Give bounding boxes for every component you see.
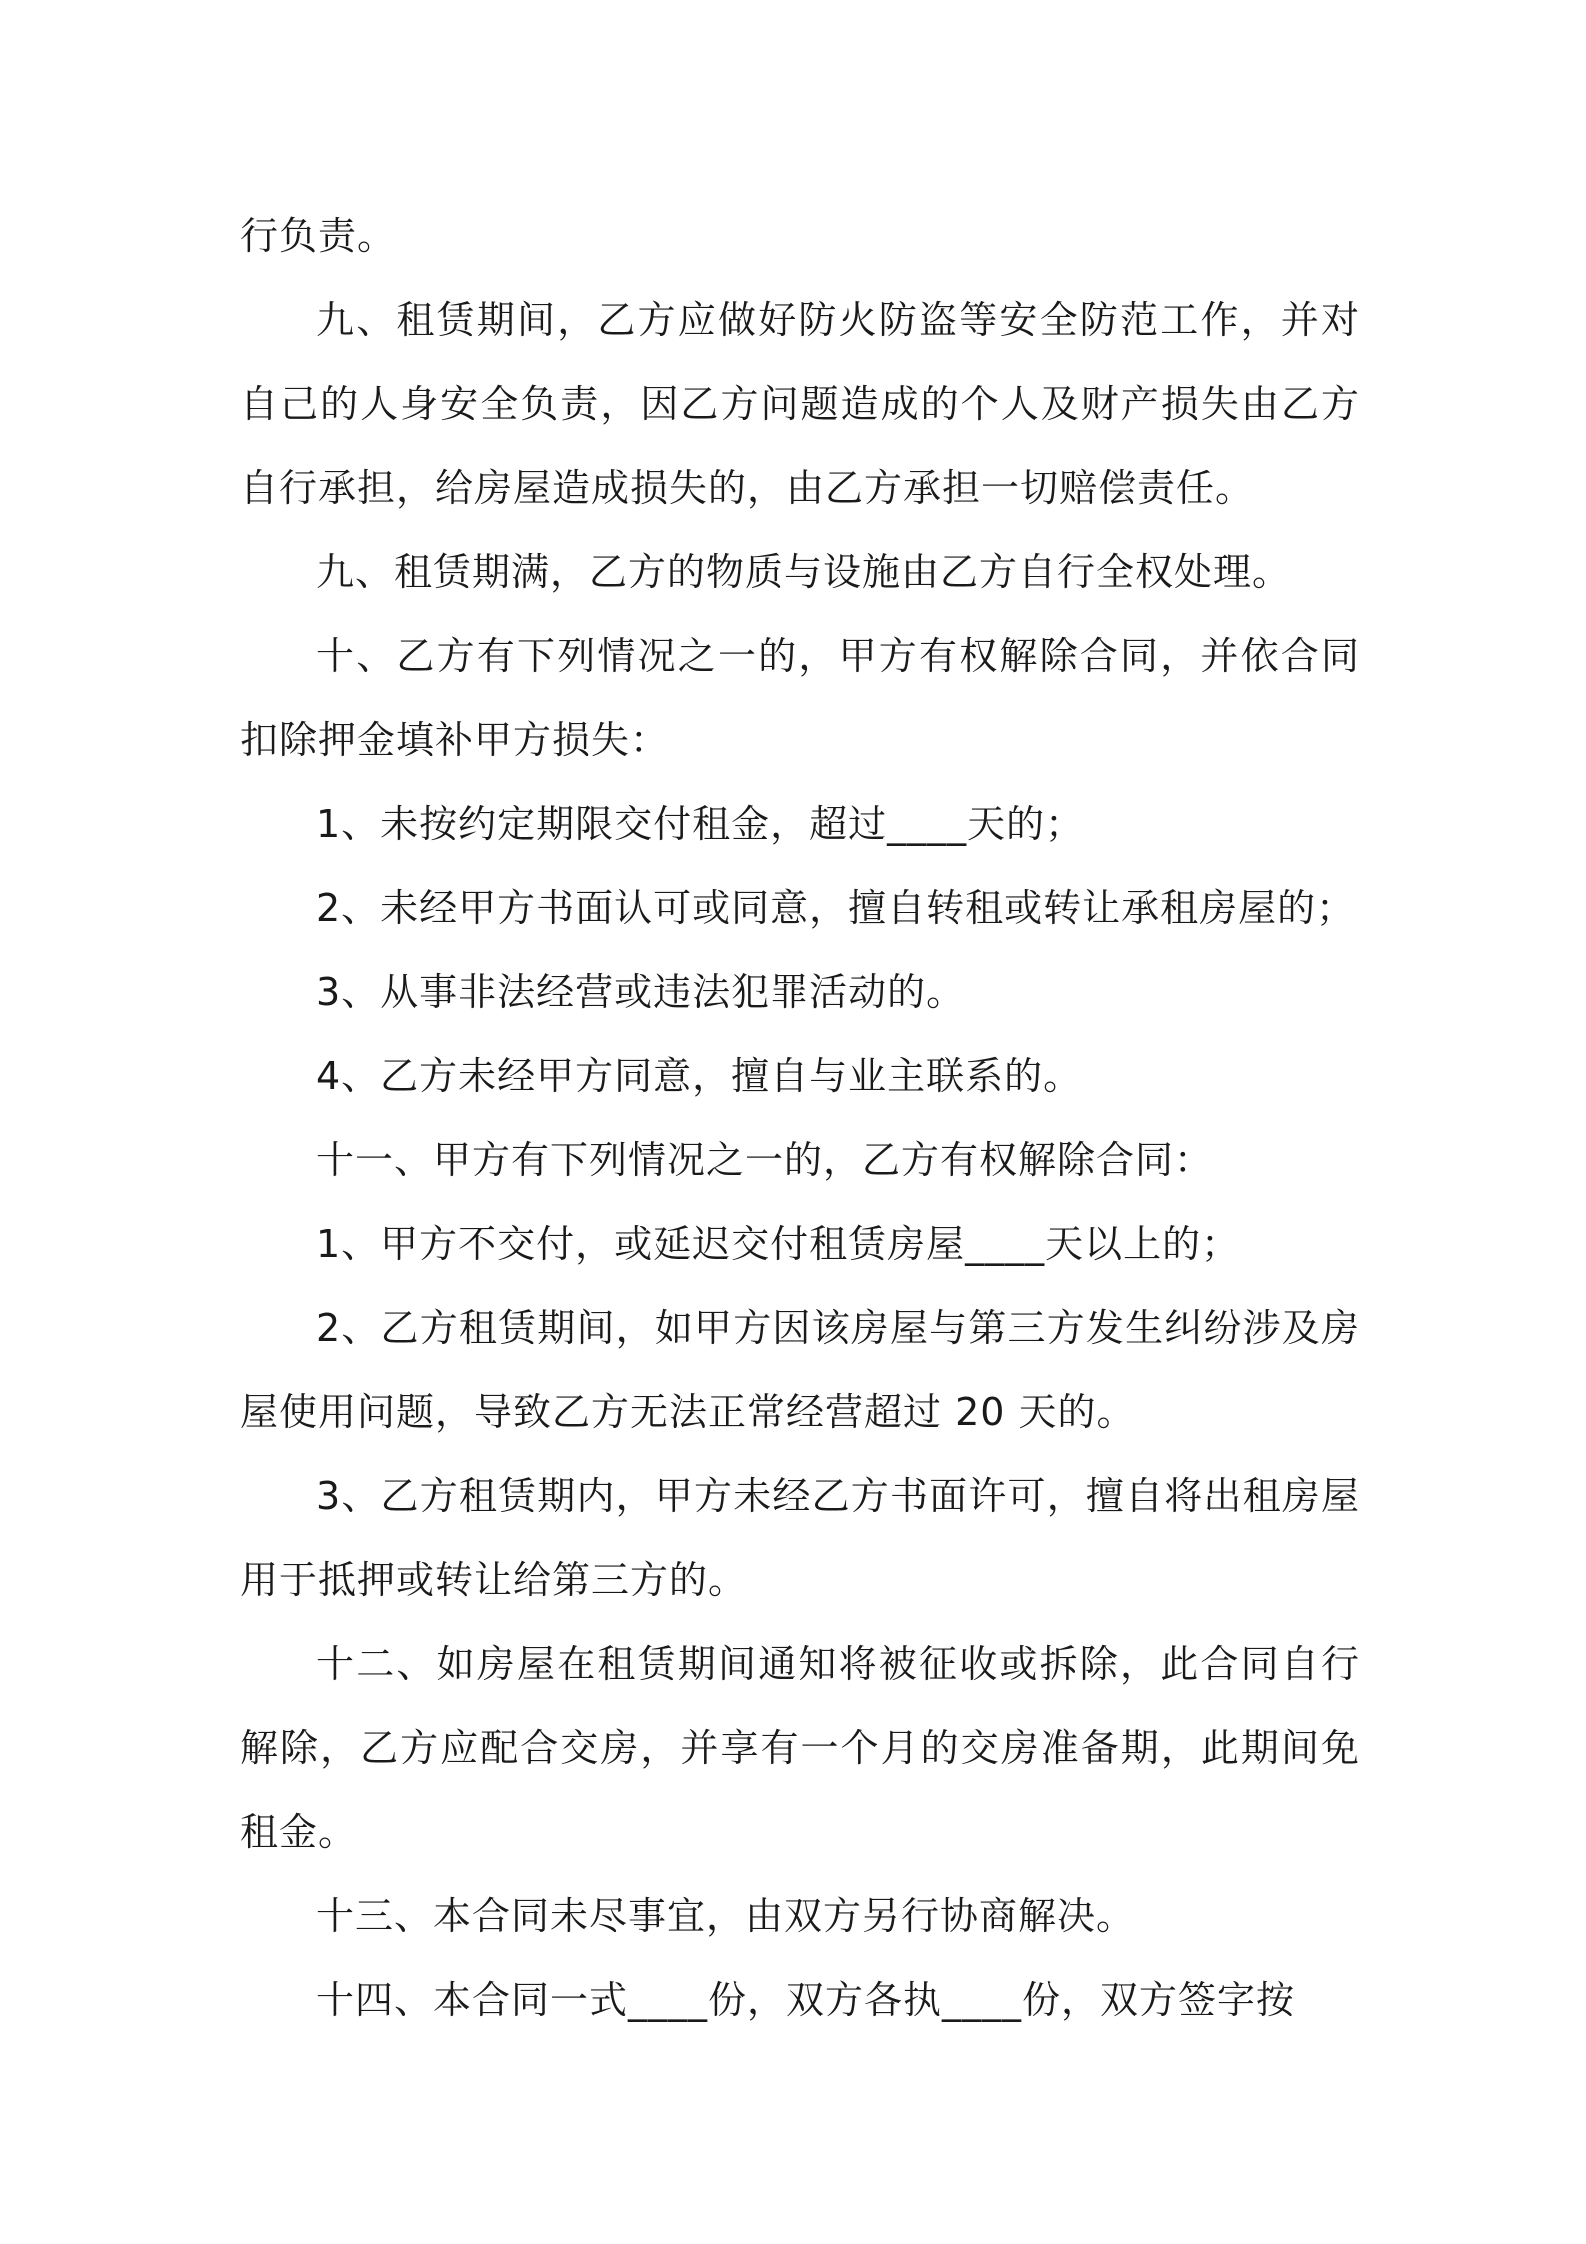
clause-10-item-2: 2、未经甲方书面认可或同意，擅自转租或转让承租房屋的；: [316, 886, 1356, 930]
clause-9-expiry: 九、租赁期满，乙方的物质与设施由乙方自行全权处理。: [316, 550, 1292, 594]
clause-14: 十四、本合同一式____份，双方各执____份，双方签字按: [316, 1978, 1296, 2022]
clause-9-safety: 九、租赁期间，乙方应做好防火防盗等安全防范工作，并对自己的人身安全负责，因乙方问题造成的个人及财产损失由乙方自行承担，给房屋造成损失的，由乙方承担一切赔偿责任。: [240, 298, 1360, 510]
clause-10-heading: 十、乙方有下列情况之一的，甲方有权解除合同，并依合同扣除押金填补甲方损失：: [240, 634, 1360, 762]
clause-10-item-3: 3、从事非法经营或违法犯罪活动的。: [316, 970, 966, 1014]
clause-13: 十三、本合同未尽事宜，由双方另行协商解决。: [316, 1894, 1136, 1938]
clause-12: 十二、如房屋在租赁期间通知将被征收或拆除，此合同自行解除，乙方应配合交房，并享有一个月的交房准备期，此期间免租金。: [240, 1642, 1360, 1854]
clause-11-item-3: 3、乙方租赁期内，甲方未经乙方书面许可，擅自将出租房屋用于抵押或转让给第三方的。: [240, 1474, 1360, 1602]
paragraph-continuation: 行负责。: [240, 214, 397, 258]
clause-11-heading: 十一、甲方有下列情况之一的，乙方有权解除合同：: [316, 1138, 1214, 1182]
clause-10-item-4: 4、乙方未经甲方同意，擅自与业主联系的。: [316, 1054, 1083, 1098]
contract-body: [240, 194, 1360, 2042]
clause-11-item-2: 2、乙方租赁期间，如甲方因该房屋与第三方发生纠纷涉及房屋使用问题，导致乙方无法正常经营超过 20 天的。: [240, 1306, 1360, 1434]
clause-11-item-1: 1、甲方不交付，或延迟交付租赁房屋____天以上的；: [316, 1222, 1241, 1266]
clause-10-item-1: 1、未按约定期限交付租金，超过____天的；: [316, 802, 1085, 846]
